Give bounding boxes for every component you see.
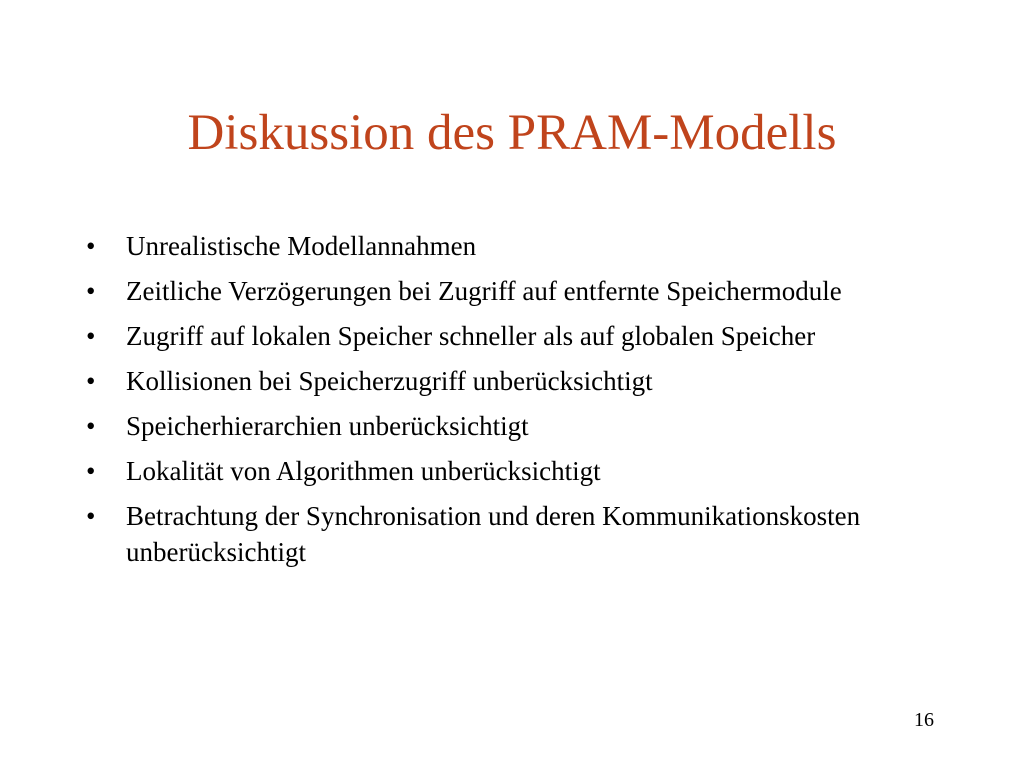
bullet-item [86, 273, 946, 309]
bullet-item [86, 318, 946, 354]
bullet-marker: • [86, 501, 96, 531]
bullet-marker: • [86, 366, 96, 396]
bullet-text: Speicherhierarchien unberücksichtigt [126, 411, 529, 441]
bullet-text: Lokalität von Algorithmen unberücksichtigt [126, 456, 601, 486]
bullet-marker: • [86, 456, 96, 486]
bullet-text: Betrachtung der Synchronisation und deren Kommunikationskosten unberücksichtigt [126, 501, 861, 567]
bullet-item [86, 498, 946, 570]
bullet-text: Zugriff auf lokalen Speicher schneller als auf globalen Speicher [126, 321, 816, 351]
bullet-item [86, 228, 946, 264]
bullet-text: Kollisionen bei Speicherzugriff unberücksichtigt [126, 366, 653, 396]
bullet-list [86, 228, 946, 579]
bullet-marker: • [86, 231, 96, 261]
bullet-marker: • [86, 276, 96, 306]
bullet-marker: • [86, 411, 96, 441]
bullet-marker: • [86, 321, 96, 351]
bullet-text: Unrealistische Modellannahmen [126, 231, 477, 261]
bullet-text: Zeitliche Verzögerungen bei Zugriff auf entfernte Speichermodule [126, 276, 842, 306]
bullet-item [86, 363, 946, 399]
bullet-item [86, 453, 946, 489]
bullet-item [86, 408, 946, 444]
page-number: 16 [914, 709, 934, 731]
slide-title: Diskussion des PRAM-Modells [187, 105, 837, 161]
